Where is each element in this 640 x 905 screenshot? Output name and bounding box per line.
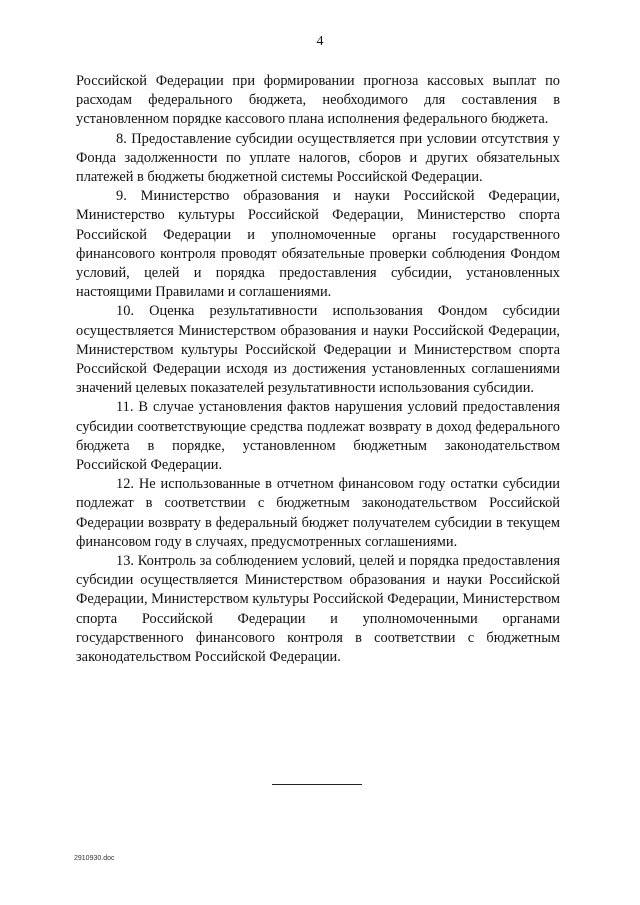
- paragraph-12: 12. Не использованные в отчетном финансовом году остатки субсидии подлежат в соответствии с бюджетным законодательством Российской Федерации возврату в федеральный бюджет получателем субсидии в текущем финансовом году в случаях, предусмотренных соглашениями.: [76, 476, 560, 550]
- document-body: [76, 72, 560, 667]
- closing-rule: [272, 784, 362, 785]
- paragraph-10: 10. Оценка результативности использования Фондом субсидии осуществляется Министерством образования и науки Российской Федерации, Министерством культуры Российской Федерации и Министерством спорта Российской Федерации исходя из достижения установленных соглашениями значений целевых показателей результативности использования субсидии.: [76, 303, 560, 397]
- paragraph-11: 11. В случае установления фактов нарушения условий предоставления субсидии соответствующие средства подлежат возврату в доход федерального бюджета в порядке, установленном бюджетным законодательством Российской Федерации.: [76, 399, 560, 474]
- paragraph-8: 8. Предоставление субсидии осуществляется при условии отсутствия у Фонда задолженности по уплате налогов, сборов и других обязательных платежей в бюджеты бюджетной системы Российской Федерации.: [76, 130, 560, 186]
- file-reference: 2910930.doc: [74, 855, 115, 862]
- paragraph-continuation: Российской Федерации при формировании прогноза кассовых выплат по расходам федерального бюджета, необходимого для составления в установленном порядке кассового плана исполнения федерального бюджета.: [76, 73, 560, 128]
- page-number: 4: [316, 34, 324, 49]
- paragraph-13: 13. Контроль за соблюдением условий, целей и порядка предоставления субсидии осуществляется Министерством образования и науки Российской Федерации, Министерством культуры Российской Федерации, Министерством спорта Российской Федерации и уполномоченными органами государственного финансового контроля в соответствии с бюджетным законодательством Российской Федерации.: [76, 553, 560, 666]
- paragraph-9: 9. Министерство образования и науки Российской Федерации, Министерство культуры Российской Федерации, Министерство спорта Российской Федерации и уполномоченные органы государственного финансового контроля проводят обязательные проверки соблюдения Фондом условий, целей и порядка предоставления субсидии, установленных настоящими Правилами и соглашениями.: [76, 188, 560, 301]
